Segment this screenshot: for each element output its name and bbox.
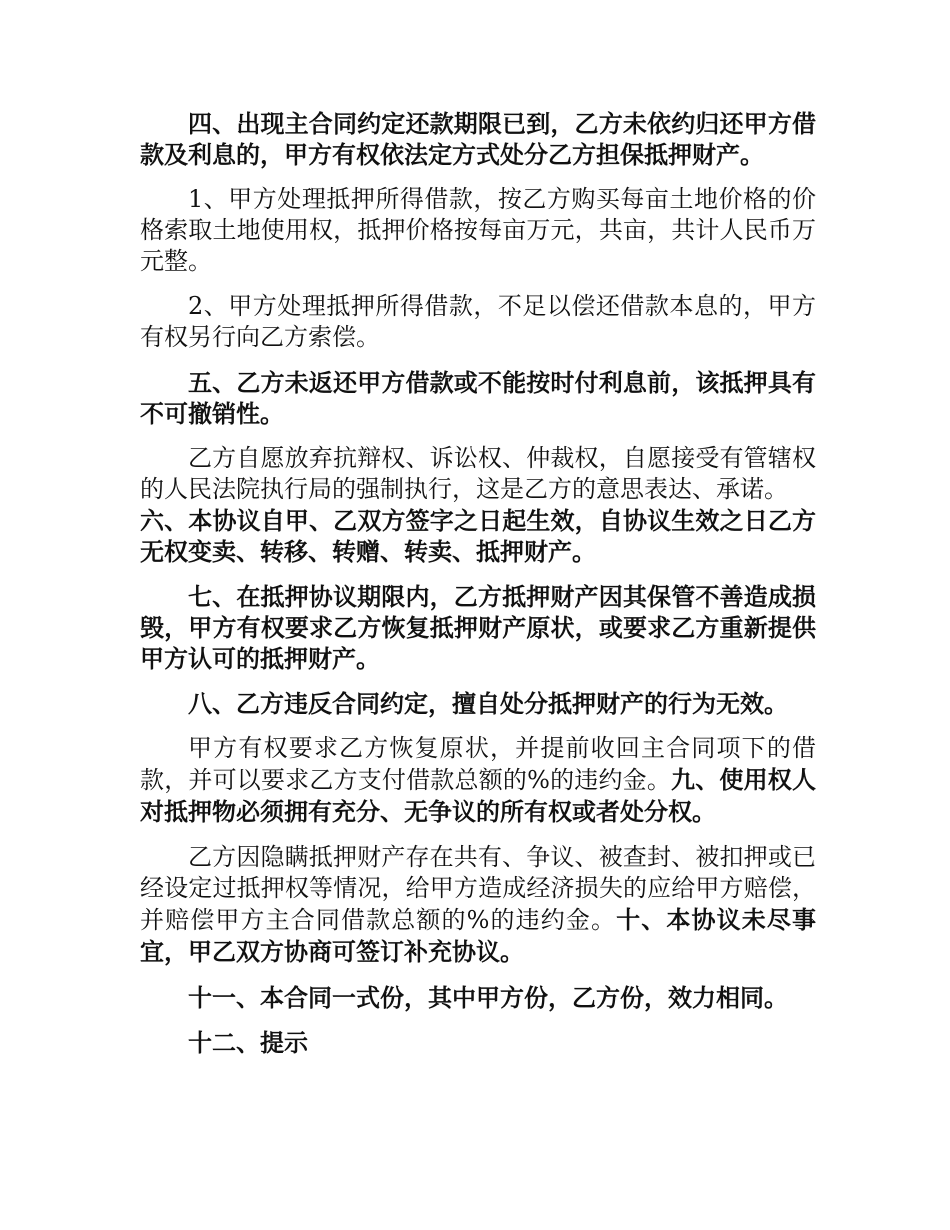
clause-9-body-with-clause-10 <box>140 842 816 968</box>
clause-5-heading: 五、乙方未返还甲方借款或不能按时付利息前，该抵押具有不可撤销性。 <box>140 368 816 428</box>
clause-5-body: 乙方自愿放弃抗辩权、诉讼权、仲裁权，自愿接受有管辖权的人民法院执行局的强制执行，这是乙方的意思表达、承诺。 <box>140 444 816 503</box>
clause-4-item-2: 2、甲方处理抵押所得借款，不足以偿还借款本息的，甲方有权另行向乙方索偿。 <box>140 292 816 351</box>
clause-6-heading: 六、本协议自甲、乙双方签字之日起生效，自协议生效之日乙方无权变卖、转移、转赠、转卖、抵押财产。 <box>140 506 816 566</box>
clause-9-body: 乙方因隐瞒抵押财产存在共有、争议、被查封、被扣押或已经设定过抵押权等情况，给甲方造成经济损失的应给甲方赔偿，并赔偿甲方主合同借款总额的%的违约金。 <box>140 843 816 934</box>
clause-7-heading: 七、在抵押协议期限内，乙方抵押财产因其保管不善造成损毁，甲方有权要求乙方恢复抵押财产原状，或要求乙方重新提供甲方认可的抵押财产。 <box>140 582 816 673</box>
clause-4-item-1: 1、甲方处理抵押所得借款，按乙方购买每亩土地价格的价格索取土地使用权，抵押价格按每亩万元，共亩，共计人民币万元整。 <box>140 185 816 275</box>
clause-9-heading: 九、使用权人对抵押物必须拥有充分、无争议的所有权或者处分权。 <box>140 765 816 826</box>
clause-8-heading: 八、乙方违反合同约定，擅自处分抵押财产的行为无效。 <box>188 689 788 718</box>
document-page <box>140 108 816 1072</box>
clause-12-heading: 十二、提示 <box>188 1028 308 1057</box>
clause-10-heading: 十、本协议未尽事宜，甲乙双方协商可签订补充协议。 <box>140 905 816 966</box>
clause-11-heading: 十一、本合同一式份，其中甲方份，乙方份，效力相同。 <box>188 983 788 1012</box>
clause-4-heading: 四、出现主合同约定还款期限已到，乙方未依约归还甲方借款及利息的，甲方有权依法定方式处分乙方担保抵押财产。 <box>140 109 816 169</box>
clause-8-body: 甲方有权要求乙方恢复原状，并提前收回主合同项下的借款，并可以要求乙方支付借款总额的%的违约金。 <box>140 734 816 794</box>
clause-8-body-with-clause-9 <box>140 733 816 828</box>
